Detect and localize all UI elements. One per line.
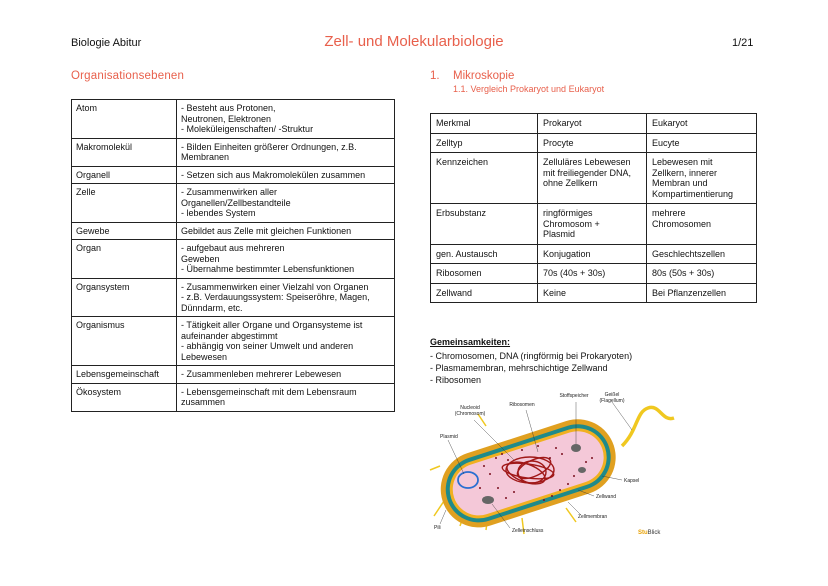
storage-granule [578, 467, 586, 473]
comparison-cell: Geschlechtszellen [647, 244, 757, 264]
comparison-cell: Lebewesen mit Zellkern, innerer Membran und Kompartimentierung [647, 153, 757, 204]
comparison-row [431, 133, 757, 153]
comparison-cell: mehrere Chromosomen [647, 204, 757, 245]
organisation-description: - Setzen sich aus Makromolekülen zusammen [177, 166, 395, 184]
organisation-term: Ökosystem [72, 383, 177, 411]
organisation-description: - Zusammenwirken aller Organellen/Zellbestandteile - lebendes System [177, 184, 395, 223]
organisation-row [72, 278, 395, 317]
comparison-subtitle: 1.1. Vergleich Prokaryot und Eukaryot [453, 84, 605, 94]
storage-granule [571, 444, 581, 452]
comparison-cell: Erbsubstanz [431, 204, 538, 245]
organisation-row [72, 366, 395, 384]
organisation-row [72, 383, 395, 411]
label-cell-wall: Zellwand [596, 494, 617, 500]
commonalities-item: - Ribosomen [430, 375, 482, 385]
organisation-row [72, 240, 395, 279]
brand-logo-part2: Blick [647, 530, 661, 536]
label-pili: Pili [434, 525, 441, 531]
label-membrane: Zellmembran [578, 514, 608, 520]
comparison-header-cell: Prokaryot [538, 114, 647, 134]
organisation-term: Gewebe [72, 222, 177, 240]
commonalities-item: - Chromosomen, DNA (ringförmig bei Prokaryoten) [430, 351, 633, 361]
comparison-row [431, 204, 757, 245]
microscopy-section-title: Mikroskopie [453, 70, 515, 82]
organisation-description: - aufgebaut aus mehreren Geweben - Übernahme bestimmter Lebensfunktionen [177, 240, 395, 279]
comparison-header-cell: Merkmal [431, 114, 538, 134]
organisation-description: - Lebensgemeinschaft mit dem Lebensraum zusammen [177, 383, 395, 411]
organisation-row [72, 184, 395, 223]
organisation-term: Atom [72, 100, 177, 139]
comparison-header-row [431, 114, 757, 134]
organisation-description: - Zusammenwirken einer Vielzahl von Organen - z.B. Verdauungssystem: Speiseröhre, Magen, Dünndarm, etc. [177, 278, 395, 317]
organisation-description: Gebildet aus Zelle mit gleichen Funktionen [177, 222, 395, 240]
organisation-row [72, 100, 395, 139]
organisation-table [71, 99, 395, 412]
organisation-description: - Zusammenleben mehrerer Lebewesen [177, 366, 395, 384]
header-subject: Biologie Abitur [71, 37, 142, 49]
label-capsule: Kapsel [624, 478, 640, 484]
comparison-cell: Zelltyp [431, 133, 538, 153]
comparison-table [430, 113, 757, 303]
comparison-cell: Kennzeichen [431, 153, 538, 204]
comparison-row [431, 264, 757, 284]
comparison-cell: Eucyte [647, 133, 757, 153]
comparison-cell: Procyte [538, 133, 647, 153]
label-nucleoid-sub: (Chromosom) [454, 411, 486, 417]
label-inclusion: Zelleinschluss [512, 528, 544, 534]
organisation-description: - Tätigkeit aller Organe und Organsysteme ist aufeinander abgestimmt - abhängig von seiner Umwelt und anderen Lebewesen [177, 317, 395, 366]
storage-granule [482, 496, 494, 504]
commonalities-item: - Plasmamembran, mehrschichtige Zellwand [430, 363, 608, 373]
page-number: 1/21 [732, 37, 754, 49]
comparison-cell: gen. Austausch [431, 244, 538, 264]
comparison-cell: Ribosomen [431, 264, 538, 284]
commonalities-title: Gemeinsamkeiten: [430, 337, 511, 347]
page-title: Zell- und Molekularbiologie [324, 33, 504, 50]
comparison-cell: Zellwand [431, 283, 538, 303]
comparison-cell: Konjugation [538, 244, 647, 264]
section-number: 1. [430, 70, 440, 82]
organisation-term: Lebensgemeinschaft [72, 366, 177, 384]
organisation-row [72, 317, 395, 366]
comparison-cell: Keine [538, 283, 647, 303]
organisation-term: Organ [72, 240, 177, 279]
organisation-section-title: Organisationsebenen [71, 70, 185, 82]
comparison-header-cell: Eukaryot [647, 114, 757, 134]
label-storage: Stoffspeicher [559, 393, 589, 399]
organisation-term: Organismus [72, 317, 177, 366]
comparison-cell: Bei Pflanzenzellen [647, 283, 757, 303]
organisation-row [72, 138, 395, 166]
comparison-row [431, 153, 757, 204]
organisation-term: Zelle [72, 184, 177, 223]
comparison-row [431, 244, 757, 264]
comparison-cell: 80s (50s + 30s) [647, 264, 757, 284]
organisation-term: Makromolekül [72, 138, 177, 166]
comparison-cell: ringförmiges Chromosom + Plasmid [538, 204, 647, 245]
label-nucleoid: Nucleoid [460, 405, 480, 411]
comparison-cell: Zelluläres Lebewesen mit freiliegender DNA, ohne Zellkern [538, 153, 647, 204]
comparison-row [431, 283, 757, 303]
label-flagellum: Geißel [604, 392, 620, 398]
commonalities-list [430, 350, 632, 386]
comparison-cell: 70s (40s + 30s) [538, 264, 647, 284]
label-flagellum-sub: (Flagellum) [599, 398, 625, 404]
organisation-description: - Besteht aus Protonen, Neutronen, Elektronen - Moleküleigenschaften/ -Struktur [177, 100, 395, 139]
organisation-term: Organsystem [72, 278, 177, 317]
organisation-term: Organell [72, 166, 177, 184]
organisation-row [72, 166, 395, 184]
label-ribosomes: Ribosomen [509, 402, 535, 408]
brand-logo [638, 530, 661, 536]
organisation-row [72, 222, 395, 240]
brand-logo-part1: Stu [638, 530, 648, 536]
label-plasmid: Plasmid [440, 434, 458, 440]
prokaryote-cell-diagram [426, 388, 676, 538]
organisation-description: - Bilden Einheiten größerer Ordnungen, z.B. Membranen [177, 138, 395, 166]
